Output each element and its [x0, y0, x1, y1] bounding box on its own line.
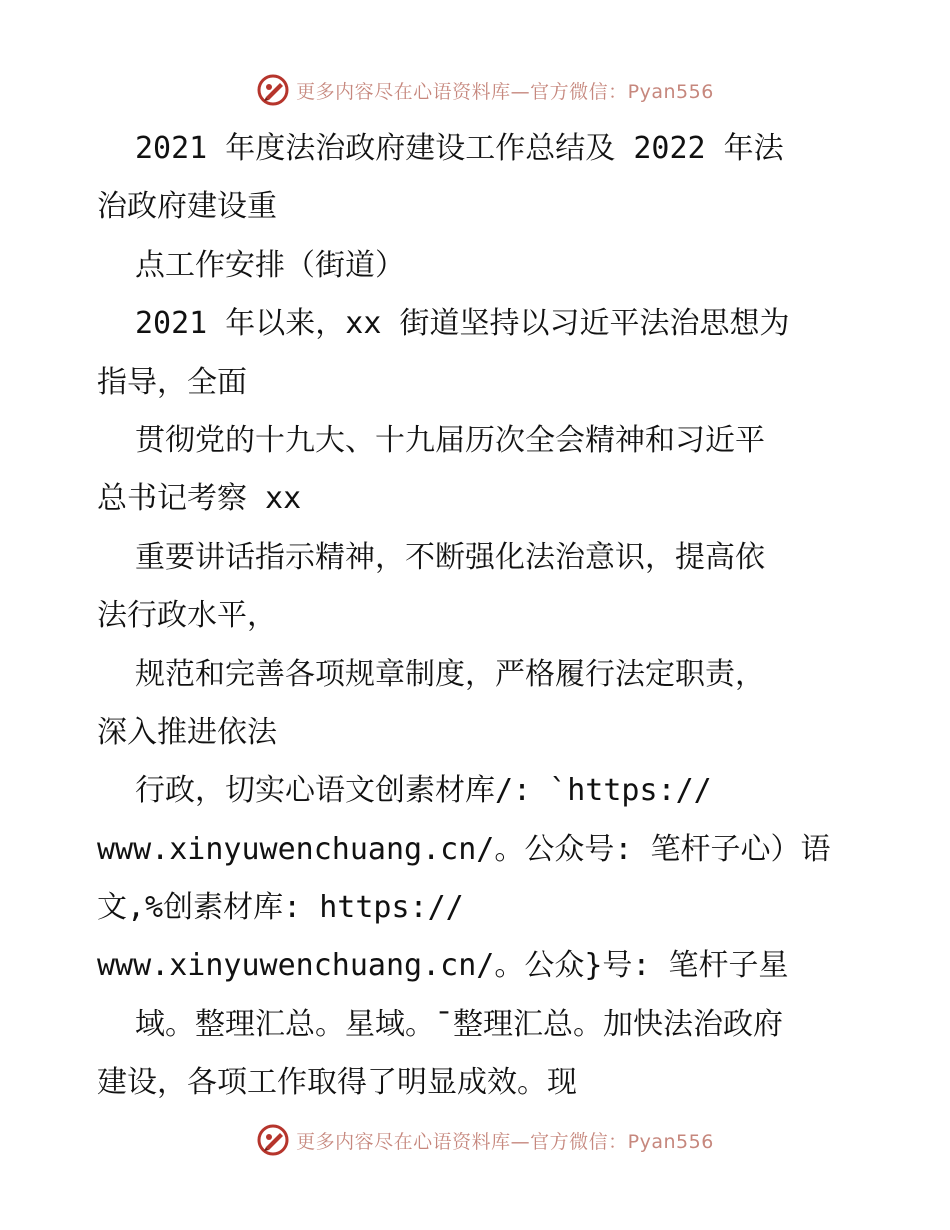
footer-watermark	[0, 1120, 950, 1160]
text-line: 域。整理汇总。星域。¯整理汇总。加快法治政府	[135, 1006, 784, 1042]
text-line: 行政，切实心语文创素材库/: `https://	[135, 773, 712, 809]
text-line: 深入推进依法	[97, 714, 277, 750]
text-line: 总书记考察 xx	[97, 481, 302, 517]
pen-logo-icon	[256, 1123, 290, 1157]
text-line: 规范和完善各项规章制度，严格履行法定职责，	[135, 656, 765, 692]
pen-logo-icon	[256, 73, 290, 107]
text-line: 治政府建设重	[97, 189, 277, 225]
text-line: 重要讲话指示精神，不断强化法治意识，提高依	[135, 539, 765, 575]
text-line: 2021 年度法治政府建设工作总结及 2022 年法	[135, 131, 784, 166]
header-watermark	[0, 70, 950, 110]
text-line: www.xinyuwenchuang.cn/。公众}号: 笔杆子星	[97, 948, 789, 984]
document-body	[97, 120, 857, 1113]
text-line: 文,%创素材库: https://	[97, 890, 464, 926]
text-line: 点工作安排（街道）	[135, 247, 405, 283]
text-line: www.xinyuwenchuang.cn/。公众号: 笔杆子心）语	[97, 831, 831, 867]
text-line: 贯彻党的十九大、十九届历次全会精神和习近平	[135, 422, 765, 458]
text-line: 2021 年以来，xx 街道坚持以习近平法治思想为	[135, 306, 790, 342]
watermark-text: 更多内容尽在心语资料库—官方微信：Pyan556	[296, 1130, 714, 1153]
text-line: 法行政水平，	[97, 598, 277, 634]
text-line: 建设，各项工作取得了明显成效。现	[97, 1065, 577, 1101]
watermark-text: 更多内容尽在心语资料库—官方微信：Pyan556	[296, 80, 714, 103]
text-line: 指导，全面	[97, 364, 247, 400]
